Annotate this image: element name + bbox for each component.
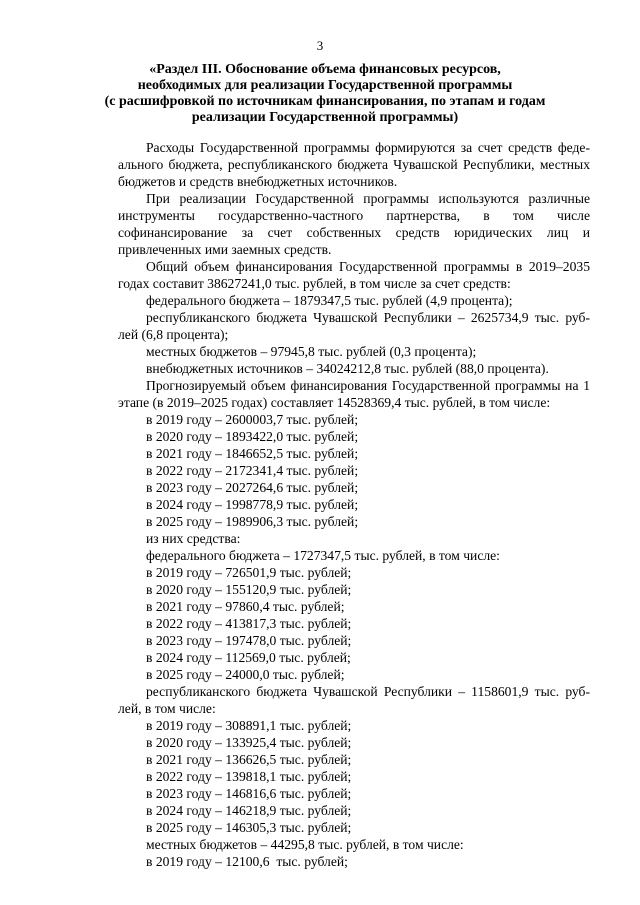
federal-year-list	[118, 564, 590, 683]
section-heading	[104, 62, 546, 126]
list-item: в 2022 году – 413817,3 тыс. рублей;	[146, 616, 352, 631]
document-body	[118, 139, 590, 870]
paragraph-partnership: При реализации Государственной программы используются различные инструменты государственно-частного партнерства, в том числе софинансирование за счет собственных средств юридических лиц и привлеченных ими заемных средств.	[118, 191, 590, 257]
list-item: в 2020 году – 155120,9 тыс. рублей;	[146, 582, 352, 597]
of-them-label: из них средства:	[146, 531, 241, 546]
local-intro: местных бюджетов – 44295,8 тыс. рублей, в том числе:	[146, 837, 464, 852]
paragraph-stage1: Прогнозируемый объем финансирования Государственной программы на 1 этапе (в 2019–2025 годах) составляет 14528369,4 тыс. рублей, в том числе:	[118, 378, 590, 410]
heading-line: «Раздел III. Обоснование объема финансовых ресурсов,	[149, 62, 501, 77]
heading-line: реализации Государственной программы)	[191, 110, 459, 125]
list-item: в 2024 году – 146218,9 тыс. рублей;	[146, 803, 352, 818]
list-item: в 2020 году – 1893422,0 тыс. рублей;	[146, 429, 359, 444]
local-year-list	[118, 853, 590, 870]
list-item: в 2024 году – 1998778,9 тыс. рублей;	[146, 497, 359, 512]
source-local: местных бюджетов – 97945,8 тыс. рублей (0,3 процента);	[146, 344, 477, 359]
list-item: в 2025 году – 1989906,3 тыс. рублей;	[146, 514, 359, 529]
list-item: в 2025 году – 24000,0 тыс. рублей;	[146, 667, 345, 682]
list-item: в 2019 году – 12100,6 тыс. рублей;	[146, 854, 348, 869]
list-item: в 2019 году – 726501,9 тыс. рублей;	[146, 565, 352, 580]
stage1-year-list	[118, 411, 590, 530]
list-item: в 2023 году – 146816,6 тыс. рублей;	[146, 786, 352, 801]
list-item: в 2024 году – 112569,0 тыс. рублей;	[146, 650, 351, 665]
list-item: в 2020 году – 133925,4 тыс. рублей;	[146, 735, 352, 750]
republic-year-list	[118, 717, 590, 836]
source-extrabudgetary: внебюджетных источников – 34024212,8 тыс. рублей (88,0 процента).	[146, 361, 549, 376]
paragraph-expenses: Расходы Государственной программы формируются за счет средств феде-ального бюджета, республиканского бюджета Чувашской Республики, местных бюджетов и средств внебюджетных источников.	[118, 140, 590, 189]
list-item: в 2019 году – 308891,1 тыс. рублей;	[146, 718, 352, 733]
source-republic: республиканского бюджета Чувашской Республики – 2625734,9 тыс. руб-	[146, 310, 590, 325]
list-item: в 2023 году – 197478,0 тыс. рублей;	[146, 633, 352, 648]
heading-line: необходимых для реализации Государственной программы	[137, 78, 513, 93]
list-item: в 2021 году – 97860,4 тыс. рублей;	[146, 599, 345, 614]
paragraph-total-volume: Общий объем финансирования Государственной программы в 2019–2035 годах составит 38627241,0 тыс. рублей, в том числе за счет средств:	[118, 259, 590, 291]
source-republic-cont: лей (6,8 процента);	[118, 327, 229, 342]
source-federal: федерального бюджета – 1879347,5 тыс. рублей (4,9 процента);	[146, 293, 513, 308]
list-item: в 2025 году – 146305,3 тыс. рублей;	[146, 820, 352, 835]
federal-intro: федерального бюджета – 1727347,5 тыс. рублей, в том числе:	[146, 548, 500, 563]
list-item: в 2021 году – 1846652,5 тыс. рублей;	[146, 446, 359, 461]
list-item: в 2019 году – 2600003,7 тыс. рублей;	[146, 412, 359, 427]
list-item: в 2021 году – 136626,5 тыс. рублей;	[146, 752, 352, 767]
heading-line: (с расшифровкой по источникам финансирования, по этапам и годам	[104, 94, 546, 109]
republic-intro-cont: лей, в том числе:	[118, 701, 216, 716]
republic-intro: республиканского бюджета Чувашской Республики – 1158601,9 тыс. руб-	[146, 684, 590, 699]
list-item: в 2022 году – 139818,1 тыс. рублей;	[146, 769, 352, 784]
list-item: в 2022 году – 2172341,4 тыс. рублей;	[146, 463, 359, 478]
page-number: 3	[316, 38, 324, 53]
list-item: в 2023 году – 2027264,6 тыс. рублей;	[146, 480, 359, 495]
